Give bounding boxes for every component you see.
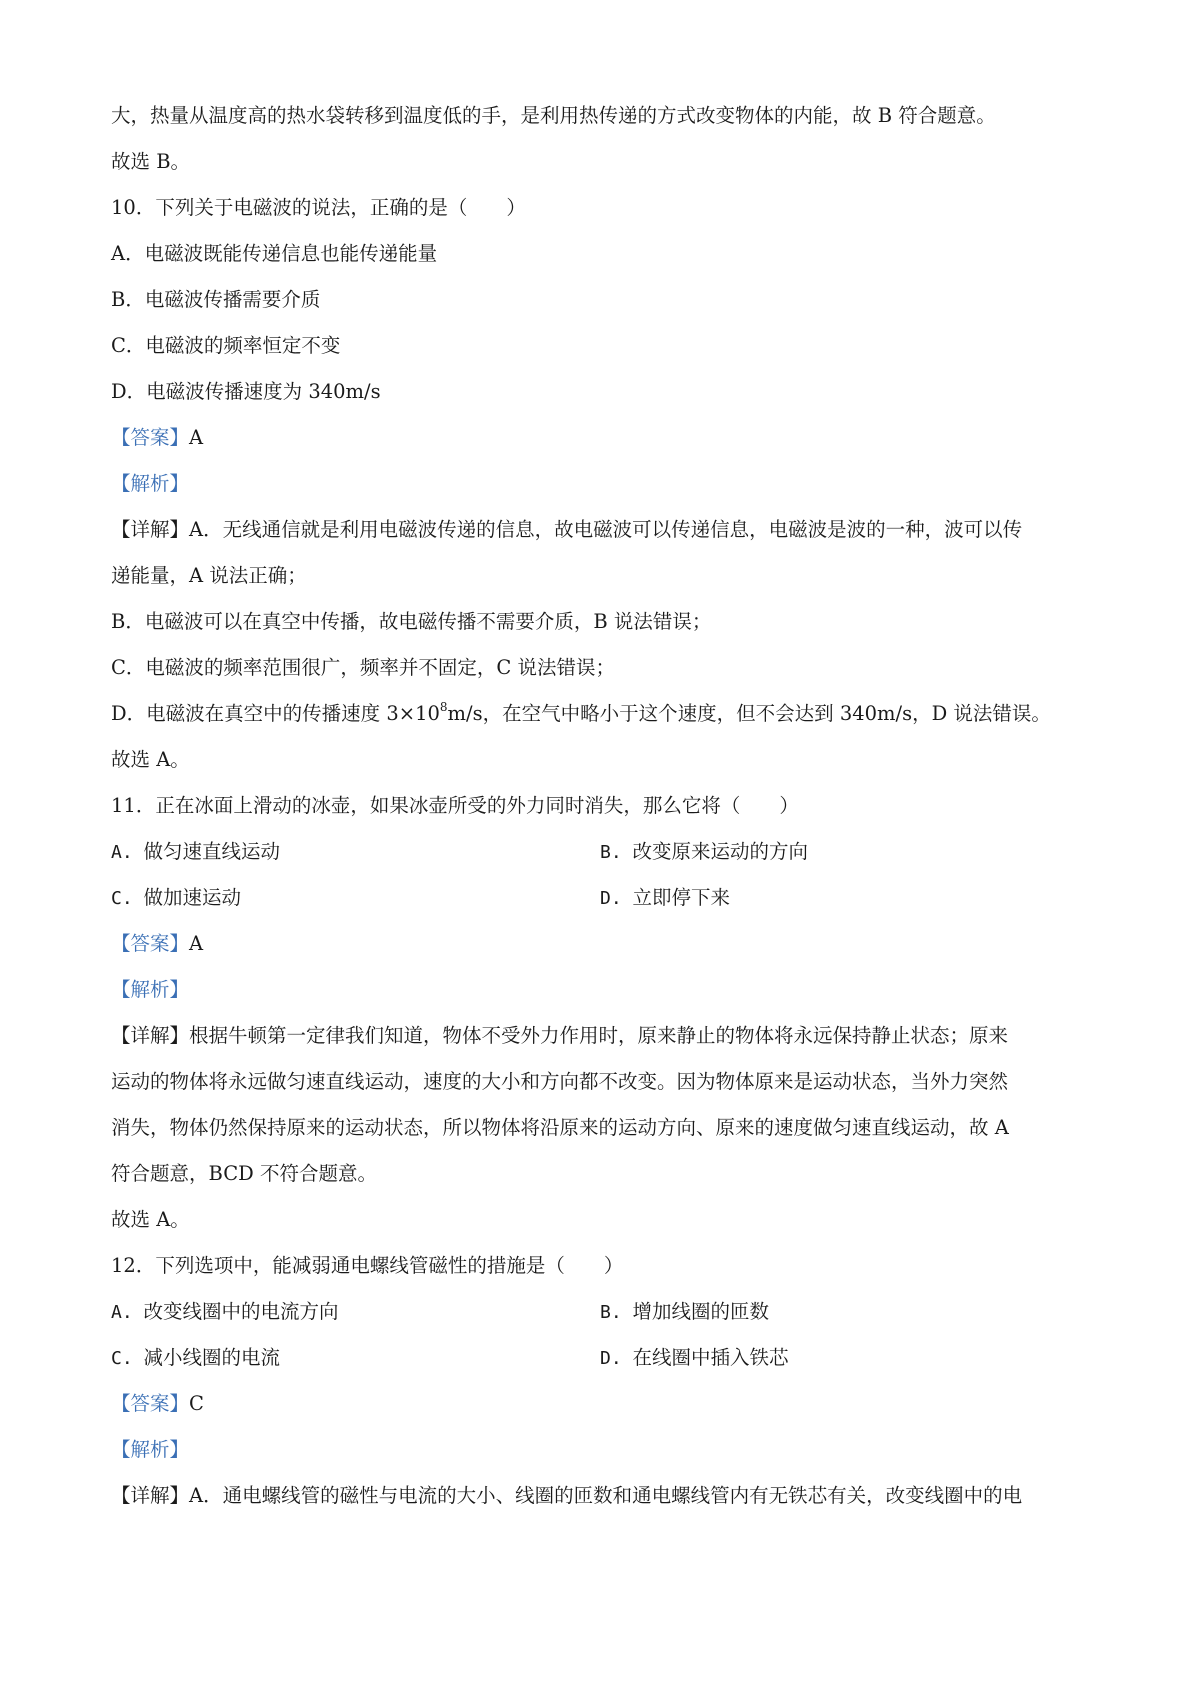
detail-text: D．电磁波在真空中的传播速度 3×10 xyxy=(111,702,440,725)
option-text: 电磁波传播速度为 340m/s xyxy=(146,380,381,403)
q11-analysis-tag: 【解析】 xyxy=(111,978,190,1001)
option-letter: B. xyxy=(600,1302,622,1323)
option-letter: A． xyxy=(111,242,145,265)
q11-stem: 11．正在冰面上滑动的冰壶，如果冰壶所受的外力同时消失，那么它将（ ） xyxy=(111,794,799,817)
q10-analysis-tag: 【解析】 xyxy=(111,472,190,495)
q12-answer xyxy=(111,1390,1101,1418)
option-letter: D. xyxy=(600,888,622,909)
q11-answer xyxy=(111,930,1101,958)
detail-text: m/s，在空气中略小于这个速度，但不会达到 340m/s，D 说法错误。 xyxy=(447,702,1051,725)
option-text: 电磁波传播需要介质 xyxy=(144,288,321,311)
exponent: 8 xyxy=(439,699,448,714)
option-letter: B． xyxy=(111,288,145,311)
option-text: 在线圈中插入铁芯 xyxy=(632,1346,789,1369)
q10-stem: 10．下列关于电磁波的说法，正确的是（ ） xyxy=(111,196,526,219)
option-text: 做匀速直线运动 xyxy=(143,840,281,863)
q12-stem: 12．下列选项中，能减弱通电螺线管磁性的措施是（ ） xyxy=(111,1254,624,1277)
q11-detail-line-3: 消失，物体仍然保持原来的运动状态，所以物体将沿原来的运动方向、原来的速度做匀速直线运动，故 A xyxy=(111,1116,1009,1139)
option-letter: D. xyxy=(600,1348,622,1369)
q12-detail-line-1: 【详解】A．通电螺线管的磁性与电流的大小、线圈的匝数和通电螺线管内有无铁芯有关，改变线圈中的电 xyxy=(111,1484,1023,1507)
option-text: 改变原来运动的方向 xyxy=(632,840,809,863)
q10-detail-line-4: C．电磁波的频率范围很广，频率并不固定，C 说法错误； xyxy=(111,656,616,679)
option-text: 立即停下来 xyxy=(632,886,731,909)
option-text: 增加线圈的匝数 xyxy=(632,1300,770,1323)
option-text: 减小线圈的电流 xyxy=(143,1346,281,1369)
option-text: 电磁波的频率恒定不变 xyxy=(145,334,341,357)
q12-option-d xyxy=(600,1344,1100,1373)
option-letter: C. xyxy=(111,1348,133,1369)
option-letter: C. xyxy=(111,888,133,909)
option-letter: A. xyxy=(111,1302,133,1323)
q10-detail-line-5 xyxy=(111,700,1101,728)
answer-value: C xyxy=(189,1392,204,1415)
q10-detail-line-2: 递能量，A 说法正确； xyxy=(111,564,307,587)
option-text: 做加速运动 xyxy=(143,886,242,909)
answer-value: A xyxy=(189,932,204,955)
q11-option-b xyxy=(600,838,1100,867)
q10-conclusion: 故选 A。 xyxy=(111,748,190,771)
answer-tag: 【答案】 xyxy=(111,426,190,449)
q12-option-b xyxy=(600,1298,1100,1327)
q10-option-b xyxy=(111,286,1101,314)
q11-detail-line-1: 【详解】根据牛顿第一定律我们知道，物体不受外力作用时，原来静止的物体将永远保持静止状态；原来 xyxy=(111,1024,1009,1047)
option-letter: D． xyxy=(111,380,147,403)
q10-answer xyxy=(111,424,1101,452)
option-letter: A. xyxy=(111,842,133,863)
option-text: 改变线圈中的电流方向 xyxy=(143,1300,339,1323)
prev-explanation-tail: 大，热量从温度高的热水袋转移到温度低的手，是利用热传递的方式改变物体的内能，故 B 符合题意。 xyxy=(111,104,996,127)
answer-tag: 【答案】 xyxy=(111,1392,190,1415)
q10-detail-line-1: 【详解】A．无线通信就是利用电磁波传递的信息，故电磁波可以传递信息，电磁波是波的一种，波可以传 xyxy=(111,518,1023,541)
q10-option-a xyxy=(111,240,1101,268)
prev-conclusion: 故选 B。 xyxy=(111,150,191,173)
q11-option-d xyxy=(600,884,1100,913)
q11-conclusion: 故选 A。 xyxy=(111,1208,190,1231)
option-letter: B. xyxy=(600,842,622,863)
q11-detail-line-2: 运动的物体将永远做匀速直线运动，速度的大小和方向都不改变。因为物体原来是运动状态，当外力突然 xyxy=(111,1070,1009,1093)
option-letter: C． xyxy=(111,334,146,357)
answer-value: A xyxy=(189,426,204,449)
q12-analysis-tag: 【解析】 xyxy=(111,1438,190,1461)
option-text: 电磁波既能传递信息也能传递能量 xyxy=(144,242,438,265)
q10-detail-line-3: B．电磁波可以在真空中传播，故电磁传播不需要介质，B 说法错误； xyxy=(111,610,712,633)
answer-tag: 【答案】 xyxy=(111,932,190,955)
q10-option-d xyxy=(111,378,1101,406)
q10-option-c xyxy=(111,332,1101,360)
q11-detail-line-4: 符合题意，BCD 不符合题意。 xyxy=(111,1162,377,1185)
